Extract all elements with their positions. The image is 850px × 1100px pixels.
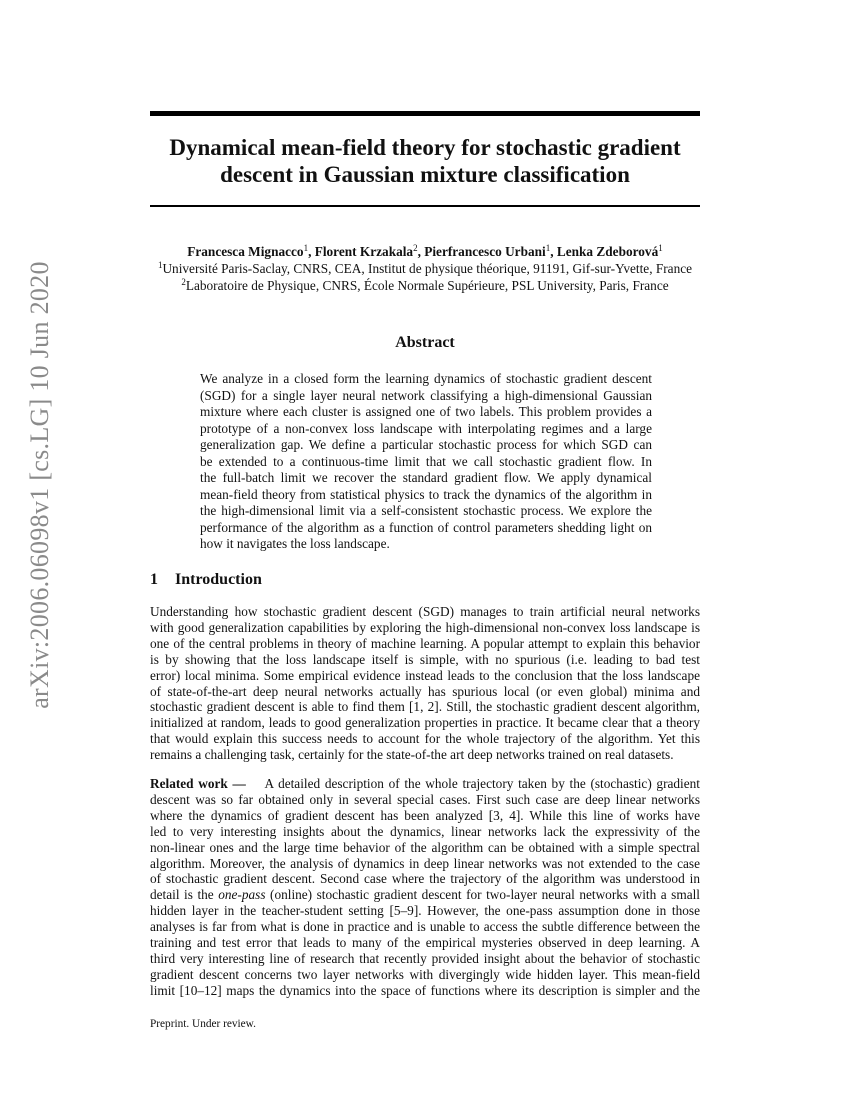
abstract-line: be extended to a continuous-time limit that we call stochastic gradient flow. In [200,453,652,469]
paragraph-line: that would explain this success needs to account for the whole trajectory of the algorithm. Yet this [150,731,700,747]
abstract-line: mean-field theory from statistical physics to track the dynamics of the algorithm in [200,486,652,502]
abstract-heading: Abstract [395,334,455,351]
paragraph-line: with good generalization capabilities by exploring the high-dimensional non-convex loss landscape is [150,619,700,635]
author-separator: , [417,244,425,259]
related-work-lead: Related work — [150,776,246,791]
paragraph-line: hidden layer in the teacher-student setting [5–9]. However, the one-pass assumption done in those [150,903,700,919]
paragraph-line [150,776,700,792]
author-separator: , [308,244,315,259]
author-name: Pierfrancesco Urbani [424,244,546,259]
paragraph-line: led to very interesting insights about the dynamics, linear networks lack the expressivity of the [150,823,700,839]
abstract-line: mixture where each cluster is assigned one of two labels. This problem provides a [200,404,652,419]
abstract-line: the full-batch limit we recover the standard gradient flow. We apply dynamical [200,470,652,485]
affiliation-mark: 1 [545,243,551,253]
section-heading [150,570,262,590]
affiliation [100,277,750,294]
paragraph-line: of stochastic gradient descent. Second case where the trajectory of the algorithm was understood in [150,871,700,887]
paragraph-line: remains a challenging task, certainly for the state-of-the art deep networks trained on real datasets. [150,747,674,763]
affiliation [100,260,750,277]
title-line: descent in Gaussian mixture classification [220,162,630,187]
paragraph-text: A detailed description of the whole trajectory taken by the (stochastic) gradient [264,776,700,791]
paragraph-text: (online) stochastic gradient descent for two-layer neural networks with a small [265,887,700,903]
related-work-paragraph [150,776,700,999]
paragraph-line: stochastic gradient descent is able to find them [1, 2]. Still, the stochastic gradient descent algorithm, [150,699,700,715]
abstract-body [200,371,652,553]
paragraph-line: third very interesting line of research that recently provided insight about the behavior of stochastic [150,950,700,966]
affiliation-mark: 2 [181,277,186,287]
abstract-line: (SGD) for a single layer neural network classifying a high-dimensional Gaussian [200,387,652,403]
footer-note: Preprint. Under review. [150,1018,256,1030]
paragraph-line: non-linear ones and the large time behavior of the algorithm can be obtained with a simple spectral [150,839,700,855]
abstract-line: the high-dimensional limit via a self-consistent stochastic process. We explore the [200,503,652,518]
paragraph-line: is by showing that the loss landscape itself is simple, with no spurious (i.e. leading to bad test [150,651,700,667]
abstract-line: generalization gap. We define a particular stochastic process for which SGD can [200,437,652,452]
paper-title [150,134,700,188]
introduction-paragraph [150,604,700,763]
affiliation-mark: 1 [303,243,309,253]
paragraph-line: descent was so far obtained only in several special cases. First such case are deep linear networks [150,791,700,807]
affiliation-text: Laboratoire de Physique, CNRS, École Normale Supérieure, PSL University, Paris, France [185,278,669,293]
paragraph-line: of state-of-the-art deep neural networks actually has spurious local (or even global) minima and [150,683,700,699]
abstract-line: We analyze in a closed form the learning dynamics of stochastic gradient descent [200,371,652,386]
abstract-line: performance of the algorithm as a function of control parameters shedding light on [200,519,652,535]
paragraph-line: initialized at random, leads to good generalization properties in practice. It became clear that a theory [150,715,700,731]
paragraph-line: error) local minima. Some empirical evidence instead leads to the conclusion that the loss landscape [150,667,700,683]
paragraph-line: limit [10–12] maps the dynamics into the space of functions where its description is simpler and the [150,982,700,998]
affiliation-text: Université Paris-Saclay, CNRS, CEA, Institut de physique théorique, 91191, Gif-sur-Yvette, France [162,261,693,276]
section-title: Introduction [175,571,262,588]
paragraph-line: one of the central problems in theory of machine learning. A popular attempt to explain this behavior [150,635,700,651]
author-name: Florent Krzakala [314,244,414,259]
paragraph-text: detail is the [150,887,219,903]
paragraph-line [150,887,700,903]
author-name: Lenka Zdeborová [556,244,659,259]
affiliation-mark: 1 [658,243,663,253]
arxiv-identifier: arXiv:2006.06098v1 [cs.LG] 10 Jun 2020 [25,261,54,709]
author-name: Francesca Mignacco [187,244,304,259]
emphasized-term: one-pass [218,887,266,903]
paragraph-line: Understanding how stochastic gradient descent (SGD) manages to train artificial neural networks [150,604,700,619]
paragraph-line: training and test error that leads to many of the empirical mysteries observed in deep learning. A [150,935,700,951]
author-separator: , [550,244,557,259]
paragraph-line: algorithm. Moreover, the analysis of dynamics in deep linear networks was not extended to the case [150,855,700,871]
section-number: 1 [150,571,158,588]
paragraph-line: gradient descent concerns two layer networks with divergingly wide hidden layer. This mean-field [150,966,700,982]
affiliation-mark: 2 [413,243,418,253]
title-bottom-rule [150,205,700,207]
abstract-line: prototype of a non-convex loss landscape with interpolating regimes and a large [200,420,652,436]
paragraph-line: where the dynamics of gradient descent has been analyzed [3, 4]. While this line of works have [150,807,700,823]
abstract-line: how it navigates the loss landscape. [200,536,390,551]
title-line: Dynamical mean-field theory for stochastic gradient [169,135,681,160]
affiliation-mark: 1 [157,260,163,270]
title-top-rule [150,111,700,116]
paragraph-line: analyses is far from what is done in practice and is unable to access the subtle difference between the [150,919,700,935]
author-list [100,243,750,260]
